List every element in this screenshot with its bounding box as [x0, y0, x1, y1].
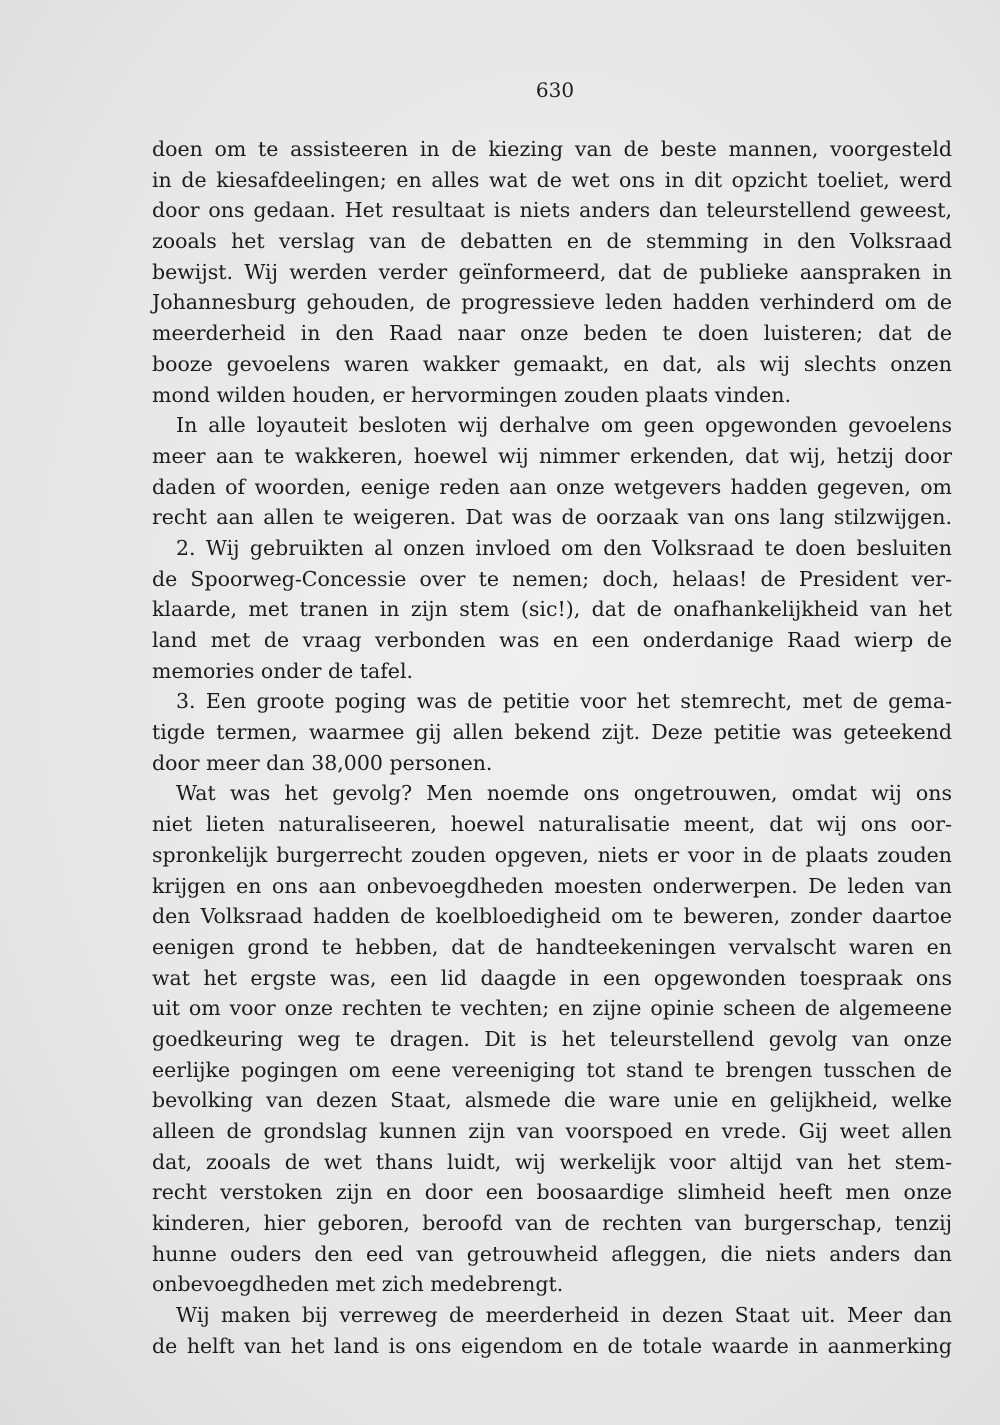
body-text	[152, 134, 952, 1362]
text-line: land met de vraag verbonden was en een onderdanige Raad wierp de	[152, 628, 952, 652]
text-line: zooals het verslag van de debatten en de stemming in den Volksraad	[152, 229, 952, 254]
text-line: uit om voor onze rechten te vechten; en zijne opinie scheen de algemeene	[152, 996, 952, 1021]
text-line: den Volksraad hadden de koelbloedigheid om te beweren, zonder daartoe	[152, 904, 952, 929]
text-line: bewijst. Wij werden verder geïnformeerd, dat de publieke aanspraken in	[152, 259, 952, 284]
text-line: Wat was het gevolg? Men noemde ons ongetrouwen, omdat wij ons	[176, 781, 952, 806]
text-line: alleen de grondslag kunnen zijn van voorspoed en vrede. Gij weet allen	[152, 1119, 952, 1143]
text-line: dat, zooals de wet thans luidt, wij werkelijk voor altijd van het stem-	[152, 1149, 952, 1174]
text-line: booze gevoelens waren wakker gemaakt, en dat, als wij slechts onzen	[152, 351, 952, 376]
text-line: wat het ergste was, een lid daagde in een opgewonden toespraak ons	[152, 965, 952, 990]
text-line: recht verstoken zijn en door een boosaardige slimheid heeft men onze	[152, 1180, 952, 1205]
text-line: bevolking van dezen Staat, alsmede die ware unie en gelijkheid, welke	[152, 1088, 952, 1113]
text-line: In alle loyauteit besloten wij derhalve om geen opgewonden gevoelens	[176, 413, 952, 438]
text-line: klaarde, met tranen in zijn stem (sic!), dat de onafhankelijkheid van het	[152, 597, 952, 622]
text-line: door meer dan 38,000 personen.	[152, 750, 493, 775]
text-line: kinderen, hier geboren, beroofd van de rechten van burgerschap, tenzij	[152, 1211, 952, 1236]
text-line: meer aan te wakkeren, hoewel wij nimmer erkenden, dat wij, hetzij door	[152, 443, 952, 468]
text-line: memories onder de tafel.	[152, 658, 414, 683]
text-line: mond wilden houden, er hervormingen zouden plaats vinden.	[152, 382, 792, 407]
text-line: eerlijke pogingen om eene vereeniging tot stand te brengen tusschen de	[152, 1057, 952, 1082]
text-line: doen om te assisteeren in de kiezing van de beste mannen, voorgesteld	[152, 137, 952, 161]
text-line: Johannesburg gehouden, de progressieve leden hadden verhinderd om de	[152, 290, 952, 315]
text-line: 2. Wij gebruikten al onzen invloed om den Volksraad te doen besluiten	[176, 535, 952, 560]
text-line: hunne ouders den eed van getrouwheid afleggen, die niets anders dan	[152, 1241, 952, 1266]
text-line: de helft van het land is ons eigendom en de totale waarde in aanmerking	[152, 1333, 952, 1358]
text-line: de Spoorweg-Concessie over te nemen; doch, helaas! de President ver-	[152, 566, 952, 591]
text-line: onbevoegdheden met zich medebrengt.	[152, 1272, 564, 1297]
text-line: meerderheid in den Raad naar onze beden te doen luisteren; dat de	[152, 321, 952, 346]
text-line: spronkelijk burgerrecht zouden opgeven, niets er voor in de plaats zouden	[152, 842, 952, 867]
page-number: 630	[535, 78, 575, 102]
text-line: door ons gedaan. Het resultaat is niets anders dan teleurstellend geweest,	[152, 198, 952, 223]
text-line: recht aan allen te weigeren. Dat was de oorzaak van ons lang stilzwijgen.	[152, 505, 952, 530]
text-line: 3. Een groote poging was de petitie voor het stemrecht, met de gema-	[176, 689, 952, 714]
text-line: in de kiesafdeelingen; en alles wat de wet ons in dit opzicht toeliet, werd	[152, 167, 952, 192]
text-line: krijgen en ons aan onbevoegdheden moesten onderwerpen. De leden van	[152, 873, 952, 898]
text-line: daden of woorden, eenige reden aan onze wetgevers hadden gegeven, om	[152, 474, 952, 499]
text-line: goedkeuring weg te dragen. Dit is het teleurstellend gevolg van onze	[152, 1026, 952, 1051]
text-line: niet lieten naturaliseeren, hoewel naturalisatie meent, dat wij ons oor-	[152, 812, 952, 837]
text-line: Wij maken bij verreweg de meerderheid in dezen Staat uit. Meer dan	[176, 1303, 952, 1328]
text-line: eenigen grond te hebben, dat de handteekeningen vervalscht waren en	[152, 934, 952, 959]
text-line: tigde termen, waarmee gij allen bekend zijt. Deze petitie was geteekend	[152, 720, 952, 745]
